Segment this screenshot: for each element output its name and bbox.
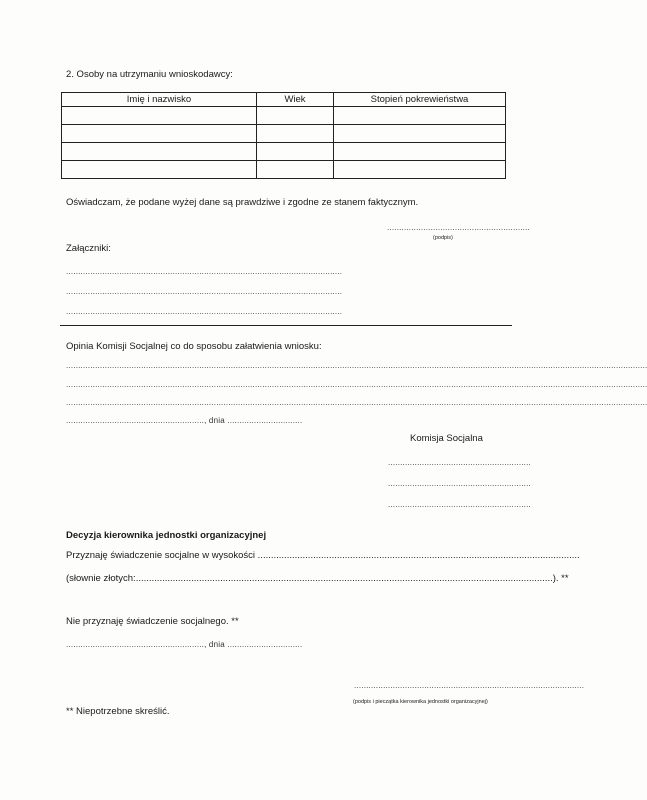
table-cell[interactable] xyxy=(334,161,506,179)
footnote: ** Niepotrzebne skreślić. xyxy=(66,706,170,717)
declaration-text: Oświadczam, że podane wyżej dane są prawdziwe i zgodne ze stanem faktycznym. xyxy=(66,197,419,208)
table-cell[interactable] xyxy=(257,161,334,179)
grant-amount-line[interactable]: Przyznaję świadczenie socjalne w wysokości .......................................................................................................................... xyxy=(66,550,580,561)
table-row xyxy=(62,107,506,125)
table-cell[interactable] xyxy=(257,107,334,125)
attachments-label: Załączniki: xyxy=(66,243,111,254)
dependents-table xyxy=(61,92,506,179)
manager-signature-label: (podpis i pieczątka kierownika jednostki organizacyjnej) xyxy=(353,699,488,705)
declaration-signature-line[interactable]: ........................................................... xyxy=(387,223,530,232)
deny-text: Nie przyznaję świadczenie socjalnego. ** xyxy=(66,616,239,627)
column-header-age: Wiek xyxy=(257,93,334,107)
table-cell[interactable] xyxy=(334,143,506,161)
opinion-line[interactable]: ................................................................................................................................................................................................................................................ xyxy=(66,380,647,389)
committee-signature-line[interactable]: ........................................................... xyxy=(388,500,531,509)
amount-in-words-line[interactable]: (słownie złotych:..............................................................................................................................................................). ** xyxy=(66,573,569,584)
commission-opinion-label: Opinia Komisji Socjalnej co do sposobu załatwienia wniosku: xyxy=(66,341,322,352)
decision-place-date-line[interactable]: ........................................................., dnia ............................... xyxy=(66,640,303,649)
commission-place-date-line[interactable]: ........................................................., dnia ............................... xyxy=(66,416,303,425)
table-cell[interactable] xyxy=(334,125,506,143)
manager-signature-line[interactable]: ............................................................................................... xyxy=(354,681,585,690)
table-row xyxy=(62,143,506,161)
attachment-line[interactable]: .................................................................................................................. xyxy=(66,267,343,276)
table-row xyxy=(62,161,506,179)
committee-signature-line[interactable]: ........................................................... xyxy=(388,479,531,488)
table-cell[interactable] xyxy=(62,107,257,125)
table-cell[interactable] xyxy=(62,161,257,179)
table-cell[interactable] xyxy=(62,125,257,143)
committee-title: Komisja Socjalna xyxy=(410,433,483,444)
table-cell[interactable] xyxy=(257,125,334,143)
section-divider xyxy=(60,325,512,326)
table-cell[interactable] xyxy=(62,143,257,161)
table-cell[interactable] xyxy=(334,107,506,125)
column-header-name: Imię i nazwisko xyxy=(62,93,257,107)
section-heading: 2. Osoby na utrzymaniu wnioskodawcy: xyxy=(66,69,233,80)
opinion-line[interactable]: ................................................................................................................................................................................................................................................ xyxy=(66,361,647,370)
table-cell[interactable] xyxy=(257,143,334,161)
column-header-relation: Stopień pokrewieństwa xyxy=(334,93,506,107)
table-header-row xyxy=(62,93,506,107)
attachment-line[interactable]: .................................................................................................................. xyxy=(66,287,343,296)
attachment-line[interactable]: .................................................................................................................. xyxy=(66,307,343,316)
committee-signature-line[interactable]: ........................................................... xyxy=(388,458,531,467)
declaration-signature-label: (podpis) xyxy=(433,235,453,241)
decision-title: Decyzja kierownika jednostki organizacyjnej xyxy=(66,530,267,541)
opinion-line[interactable]: ................................................................................................................................................................................................................................................ xyxy=(66,398,647,407)
table-row xyxy=(62,125,506,143)
